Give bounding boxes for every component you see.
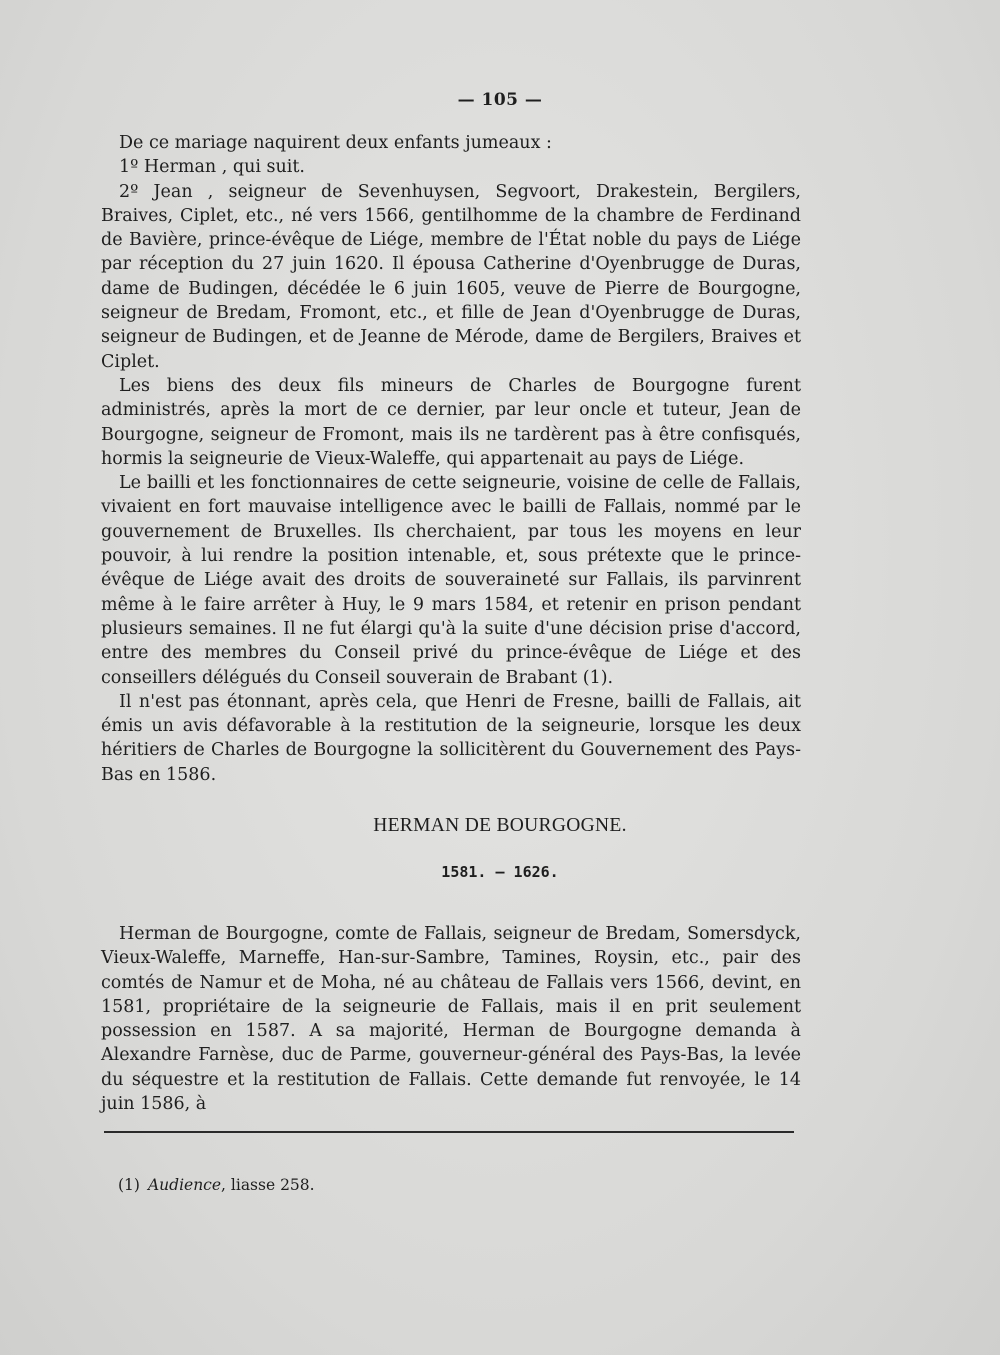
paragraph: 1º Herman , qui suit.: [119, 157, 305, 178]
footnote-rest: , liasse 258.: [221, 1176, 315, 1194]
section-heading: HERMAN DE BOURGOGNE.: [373, 815, 627, 836]
paragraph: Il n'est pas étonnant, après cela, que Henri de Fresne, bailli de Fallais, ait émis un avis défavorable à la restitution de la seigneurie, lorsque les deux héritiers de Charles de Bourgogne la sollicitèrent du Gouvernement des Pays-Bas en 1586.: [101, 691, 801, 785]
paragraph: Le bailli et les fonctionnaires de cette seigneurie, voisine de celle de Fallais, vivaient en fort mauvaise intelligence avec le bailli de Fallais, nommé par le gouvernement de Bruxelles. Ils cherchaient, par tous les moyens en leur pouvoir, à lui rendre la position intenable, et, sous prétexte que le prince-évêque de Liége avait des droits de souveraineté sur Fallais, ils parvinrent même à le faire arrêter à Huy, le 9 mars 1584, et retenir en prison pendant plusieurs semaines. Il ne fut élargi qu'à la suite d'une décision prise d'accord, entre des membres du Conseil privé du prince-évêque de Liége et des conseillers délégués du Conseil souverain de Brabant (1).: [101, 473, 801, 688]
footnote-rule: [104, 1131, 794, 1133]
section-dates: 1581. — 1626.: [441, 863, 559, 881]
footnote-mark: (1): [118, 1176, 140, 1194]
paragraph: Herman de Bourgogne, comte de Fallais, seigneur de Bredam, Somersdyck, Vieux-Waleffe, Marneffe, Han-sur-Sambre, Tamines, Roysin, etc., pair des comtés de Namur et de Moha, né au château de Fallais vers 1566, devint, en 1581, propriétaire de la seigneurie de Fallais, mais il en prit seulement possession en 1587. A sa majorité, Herman de Bourgogne demanda à Alexandre Farnèse, duc de Parme, gouverneur-général des Pays-Bas, la levée du séquestre et la restitution de Fallais. Cette demande fut renvoyée, le 14 juin 1586, à: [101, 924, 801, 1115]
footnote-source: Audience: [147, 1176, 222, 1194]
footnote: [118, 1176, 315, 1194]
text-block-lower: [101, 922, 801, 1116]
paragraph: 2º Jean , seigneur de Sevenhuysen, Segvoort, Drakestein, Bergilers, Braives, Ciplet, etc., né vers 1566, gentilhomme de la chambre de Ferdinand de Bavière, prince-évêque de Liége, membre de l'État noble du pays de Liége par réception du 27 juin 1620. Il épousa Catherine d'Oyenbrugge de Duras, dame de Budingen, décédée le 6 juin 1605, veuve de Pierre de Bourgogne, seigneur de Bredam, Fromont, etc., et fille de Jean d'Oyenbrugge de Duras, seigneur de Budingen, et de Jeanne de Mérode, dame de Bergilers, Braives et Ciplet.: [101, 181, 801, 372]
paragraph: Les biens des deux fils mineurs de Charles de Bourgogne furent administrés, après la mort de ce dernier, par leur oncle et tuteur, Jean de Bourgogne, seigneur de Fromont, mais ils ne tardèrent pas à être confisqués, hormis la seigneurie de Vieux-Waleffe, qui appartenait au pays de Liége.: [101, 375, 801, 469]
paragraph: De ce mariage naquirent deux enfants jumeaux :: [119, 133, 552, 153]
text-block-upper: [101, 131, 801, 787]
page-number: — 105 —: [457, 90, 543, 110]
